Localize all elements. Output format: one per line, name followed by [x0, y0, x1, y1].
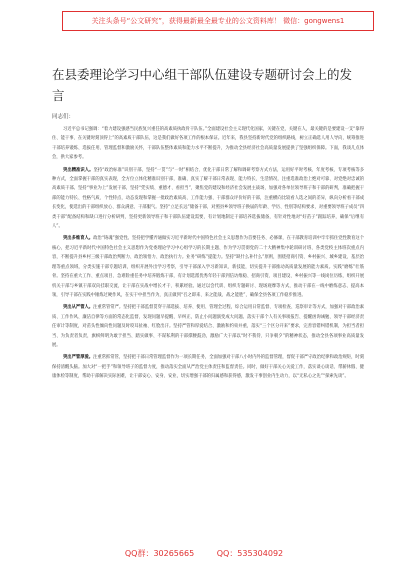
paragraph-text: 注重常抓常管，坚持把干部日常管理监督作为一项长期任务，全面加强对干部八小时内外的监督管理，督促干部严守政治纪律和政治规矩，时刻保持清醒头脑。加大对“一把手”和领导班子的监督力度，推动落实全面从严治党主体责任和监督责任。同时，做好干部关心关爱工作，落实谈心谈话、带薪休假、健康体检等制度，帮助干部解决实际困难，让干部安心、安身、安业，切实增强干部的归属感和获得感，激发干事创业内生动力，以“无私心之先”“探索先谈”。 — [52, 355, 365, 380]
paragraph — [52, 303, 364, 350]
paragraph-text: 习近平总书记强调：“着力建设强感当民族复兴重任的高素质执政骨干队伍。”全面建设社会主义现代化国家，关键在党，关键在人，最关键的是要建设一支“靠得住、能干事、在关键时刻顶得上”的高素质干部队伍，这是我们做好各项工作的根本保证。近年来，我县坚持新时代党的组织路线，树立正确选人用人导向，统筹推进干部培养锻炼、选拔任用、管理监督和激励关怀，干部队伍整体素质和能力水平不断提升，为推动全县经济社会高质量发展提供了坚强组织保障。下面，我谈几点体会，供大家参考。 — [52, 127, 365, 161]
paragraph — [52, 166, 364, 232]
paragraph — [52, 353, 364, 381]
paragraph-text: 政治“铸魂”强党性。坚持把学懂弄通做实习近平新时代中国特色社会主义思想作为首要任务、必修课，在干部教育培训中牢牢抓住党性教育这个核心，把习近平新时代中国特色社会主义思想作为党委理论学习中心组学习的长期主题、作为学习贯彻党的二十大精神集中轮训研讨班、各类党校主体班次重点内容，不断提升县乡村三级干部政治判断力、政治领悟力、政治执行力。业务“研练”提能力。坚持“缺什么补什么”原则，围绕招商引资、乡村振兴、城乡建设、基层治理等重点领域，分类实施干部专题培训，组织开展外出学习考察，引导干部深入学习新知识、新技能，切实提升干部推动高质量发展的能力素质。实践“磨练”壮筋骨。坚持在重大工作、重点项目、急难险重任务中培养锻炼干部，有计划选派优秀年轻干部到信访维稳、招商引资、项目建设、乡村振兴等一线岗位历练，组织开展机关干部与乡镇干部双向挂职交流，让干部在实战中增长才干、积累经验。通过以会代训、组织专题研讨、现场观摩等方式，推动干部在一线中磨练意志、提高本领，引导干部在实践中锤炼过硬作风，在实干中担当作为，真正做到“召之即来、来之能战、战之能胜”，确保全县各项工作稳步推进。 — [52, 236, 365, 298]
document-body — [52, 125, 364, 385]
qq-label: QQ：535304092 — [216, 549, 284, 558]
paragraph-lead: 突出多维育人。 — [63, 236, 94, 242]
paragraph-text: 坚持“政治标准”识别干部，坚持“一贯”与“一时”相结合、优化干部日常了解和调研考察方式方法，运用好平时考核、年度考核、专项考核等多种方式，全面掌握干部的真实表现，全方位立体化精准识别干部，准确、真实了解干部日常表现、能力特长、生活情况，注重选准政治上绝对可靠、对党绝对忠诚的高素质干部。坚持“事业为上”发展干部，坚持“凭实绩、重德才、看担当”，聚焦党的建设和经济社会发展主战场，加强对各单位领导班子和干部的研判，准确把握干部的能力特长、性格气质、个性特点，动态发现和掌握一批政治素质高、工作能力强、干部群众评价好的干部，注重横向比较看人选之间的差异，纵向分析看干部成长变化，使选出的干部组织放心、群众满意、干部服气。坚持“立足长远”储备干部，对照县乡领导班子换届的年龄、学历、性别等结构要求，对重要领导班子成员“四类干部”配备结构和缺口进行分析研判，坚持更新领导班子和干部队伍建设需要，有计划地制定干部培养选拔储备，有针对性地对“好苗子”跟踪培养，确保“后继有人”。 — [52, 167, 364, 230]
footer-contact — [0, 548, 408, 559]
paragraph-lead: 突出从严管人。 — [63, 305, 94, 311]
paragraph-lead: 突出精准识人。 — [63, 167, 94, 173]
promo-banner: 关注头条号“公文研究”，获得最新最全最专业的公文资料库！ 微信：gongwens1 — [62, 11, 374, 31]
paragraph — [52, 125, 364, 163]
salutation: 同志们： — [52, 114, 75, 120]
document-title: 在县委理论学习中心组干部队伍建设专题研讨会上的发言 — [52, 67, 353, 103]
qq-group-label: QQ群：30265665 — [124, 549, 195, 558]
paragraph-text: 注重常管常严。坚持把干部监督贯穿干部选拔、培养、使用、管理全过程，综合运用日常监督、专项检查、巡察审计等方式，加强对干部政治素质、工作作风、廉洁自律等方面的常态化监督，发现问题早提醒、早纠正，防止小问题演变成大问题。落实干部个人有关事项报告、提醒函询诫勉、领导干部经济责任审计等制度，对苗头性倾向性问题及时咬耳扯袖、红脸出汗。坚持严管和厚爱结合、激励和约束并重，落实“三个区分开来”要求，完善容错纠错机制，为担当者担当、为负责者负责，旗帜鲜明为敢于担当、踏实做事、不谋私利的干部撑腰鼓劲，激励广大干部以“时不我待、只争朝夕”的精神状态，推动全县各项事业高质量发展。 — [52, 305, 365, 348]
paragraph-lead: 突出严管厚爱。 — [63, 355, 94, 361]
paragraph — [52, 234, 364, 300]
